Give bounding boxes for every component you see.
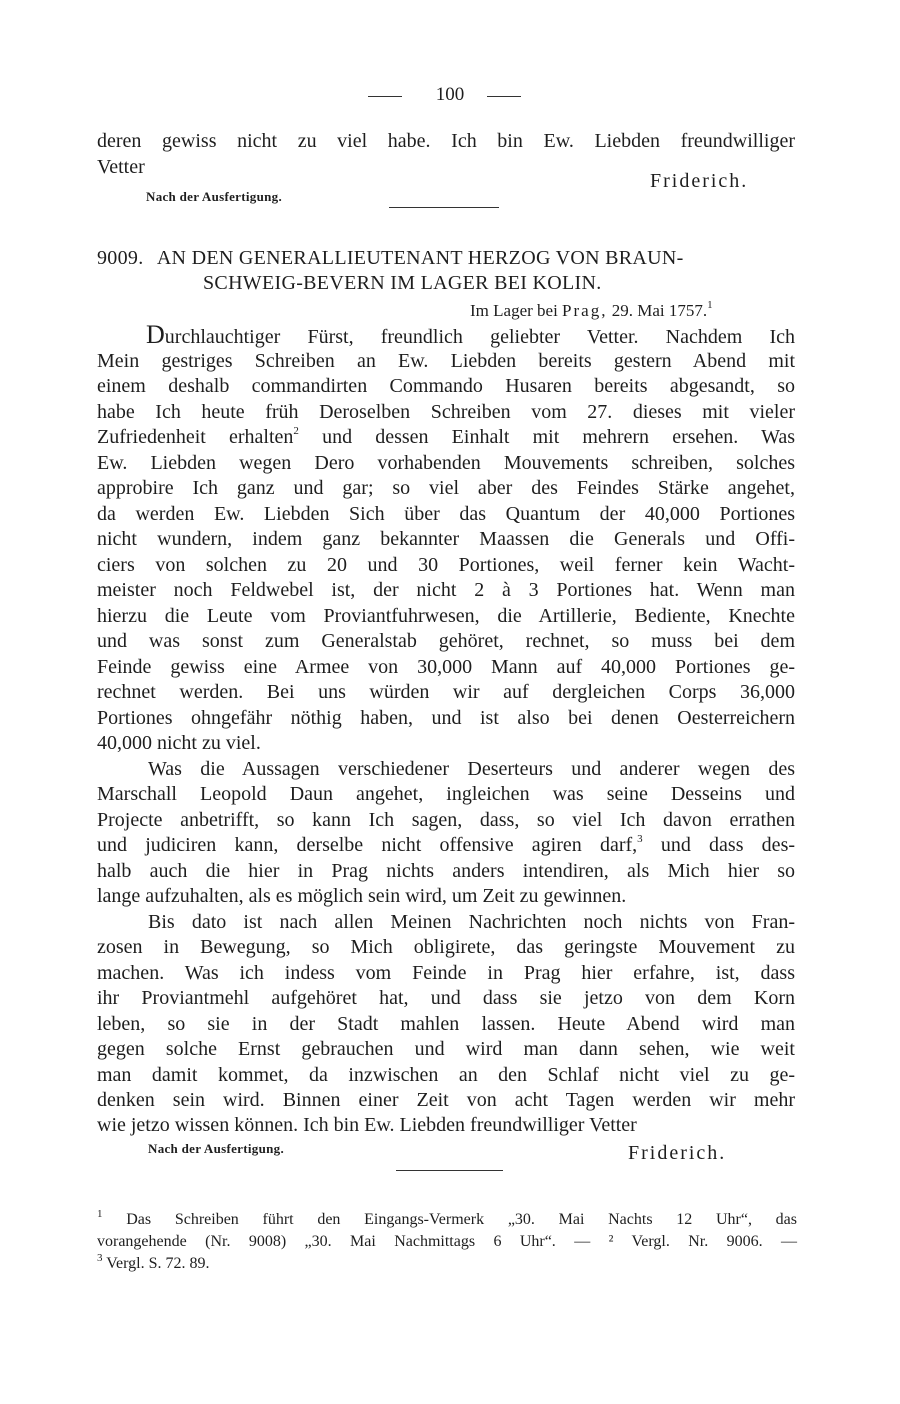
salutation-text: urchlauchtiger Fürst, freundlich geliebter Vetter. Nachdem Ich bbox=[164, 326, 795, 348]
footnote-line bbox=[97, 1209, 797, 1231]
text-line: Ew. Liebden wegen Dero vorhabenden Mouvements schreiben, solches bbox=[97, 452, 795, 474]
text-line: Portiones ohngefähr nöthig haben, und ist also bei denen Oesterreichern bbox=[97, 707, 795, 729]
text-line bbox=[97, 832, 795, 858]
source-note: Nach der Ausfertigung. bbox=[148, 1141, 285, 1156]
text-line: halb auch die hier in Prag nichts anders intendiren, als Mich hier so bbox=[97, 860, 795, 882]
text-line: habe Ich heute früh Deroselben Schreiben vom 27. dieses mit vieler bbox=[97, 401, 795, 423]
letter-heading bbox=[97, 245, 684, 271]
text-line: ihr Proviantmehl aufgehöret hat, und dass sie jetzo von dem Korn bbox=[97, 987, 795, 1009]
text-line bbox=[146, 322, 795, 350]
text-line: machen. Was ich indess vom Feinde in Prag hier erfahre, ist, dass bbox=[97, 962, 795, 984]
footnote-text: Das Schreiben führt den Eingangs-Vermerk „30. Mai Nachts 12 Uhr“, das bbox=[126, 1211, 798, 1228]
footnote-ref-1: 1 bbox=[707, 299, 713, 312]
separator-rule bbox=[396, 1170, 503, 1171]
footnote-marker: 1 bbox=[97, 1207, 103, 1220]
place-name: Prag, bbox=[562, 301, 608, 320]
text-line: und was sonst zum Generalstab gehöret, rechnet, so muss bei dem bbox=[97, 630, 795, 652]
text-fragment: Zufriedenheit erhalten bbox=[97, 426, 294, 448]
signature: Friderich. bbox=[650, 170, 749, 192]
initial-letter: D bbox=[146, 320, 165, 349]
page-number: 100 bbox=[435, 84, 465, 105]
text-line bbox=[97, 424, 795, 450]
text-line: meister noch Feldwebel ist, der nicht 2 à 3 Portiones hat. Wenn man bbox=[97, 579, 795, 601]
footnote-line: vorangehende (Nr. 9008) „30. Mai Nachmittags 6 Uhr“. — ² Vergl. Nr. 9006. — bbox=[97, 1233, 797, 1250]
text-line: deren gewiss nicht zu viel habe. Ich bin Ew. Liebden freundwilliger bbox=[97, 130, 795, 152]
text-line: ciers von solchen zu 20 und 30 Portiones, weil ferner kein Wacht- bbox=[97, 554, 795, 576]
place-date-line bbox=[470, 298, 713, 324]
text-line: wie jetzo wissen können. Ich bin Ew. Liebden freundwilliger Vetter bbox=[97, 1114, 637, 1136]
place-prefix: Im Lager bei bbox=[470, 301, 558, 320]
text-line: da werden Ew. Liebden Sich über das Quantum der 40,000 Portiones bbox=[97, 503, 795, 525]
page-number-dash-right bbox=[487, 96, 521, 97]
text-line: approbire Ich ganz und gar; so viel aber des Feindes Stärke angehet, bbox=[97, 477, 795, 499]
text-line: leben, so sie in der Stadt mahlen lassen. Heute Abend wird man bbox=[97, 1013, 795, 1035]
text-line: einem deshalb commandirten Commando Husaren bereits abgesandt, so bbox=[97, 375, 795, 397]
source-note: Nach der Ausfertigung. bbox=[146, 189, 283, 204]
letter-date: 29. Mai 1757. bbox=[611, 301, 708, 320]
text-line: lange aufzuhalten, als es möglich sein wird, um Zeit zu gewinnen. bbox=[97, 885, 627, 907]
text-line: denken sein wird. Binnen einer Zeit von acht Tagen werden wir mehr bbox=[97, 1089, 795, 1111]
footnote-ref-3: 3 bbox=[637, 833, 643, 846]
text-line: Projecte anbetrifft, so kann Ich sagen, dass, so viel Ich davon errathen bbox=[97, 809, 795, 831]
text-line: zosen in Bewegung, so Mich obligirete, das geringste Mouvement zu bbox=[97, 936, 795, 958]
text-fragment: und judiciren kann, derselbe nicht offensive agiren darf, bbox=[97, 834, 638, 856]
text-line: Was die Aussagen verschiedener Deserteurs und anderer wegen des bbox=[148, 758, 795, 780]
footnote-text: Vergl. S. 72. 89. bbox=[106, 1255, 210, 1272]
text-line: Vetter bbox=[97, 156, 145, 178]
footnote-ref-2: 2 bbox=[293, 425, 299, 438]
heading-line-2: SCHWEIG-BEVERN IM LAGER BEI KOLIN. bbox=[203, 272, 602, 294]
text-line: Feinde gewiss eine Armee von 30,000 Mann auf 40,000 Portiones ge- bbox=[97, 656, 795, 678]
text-line: Marschall Leopold Daun angehet, ingleichen was seine Desseins und bbox=[97, 783, 795, 805]
text-line: Bis dato ist nach allen Meinen Nachrichten noch nichts von Fran- bbox=[148, 911, 795, 933]
text-fragment: und dessen Einhalt mit mehrern ersehen. Was bbox=[322, 426, 795, 448]
heading-line-1: AN DEN GENERALLIEUTENANT HERZOG VON BRAUN- bbox=[156, 247, 684, 269]
letter-number: 9009. bbox=[97, 247, 144, 269]
text-line: Mein gestriges Schreiben an Ew. Liebden bereits gestern Abend mit bbox=[97, 350, 795, 372]
footnote-marker: 3 bbox=[97, 1251, 103, 1264]
text-fragment: und dass des- bbox=[660, 834, 796, 856]
text-line: nicht wundern, indem ganz bekannter Maassen die Generals und Offi- bbox=[97, 528, 795, 550]
signature: Friderich. bbox=[628, 1142, 727, 1164]
separator-rule bbox=[389, 207, 499, 208]
text-line: rechnet werden. Bei uns würden wir auf dergleichen Corps 36,000 bbox=[97, 681, 795, 703]
text-line: 40,000 nicht zu viel. bbox=[97, 732, 261, 754]
footnote-line bbox=[97, 1253, 209, 1275]
text-line: gegen solche Ernst gebrauchen und wird man dann sehen, wie weit bbox=[97, 1038, 795, 1060]
text-line: hierzu die Leute vom Proviantfuhrwesen, die Artillerie, Bediente, Knechte bbox=[97, 605, 795, 627]
text-line: man damit kommet, da inzwischen an den Schlaf nicht viel zu ge- bbox=[97, 1064, 795, 1086]
